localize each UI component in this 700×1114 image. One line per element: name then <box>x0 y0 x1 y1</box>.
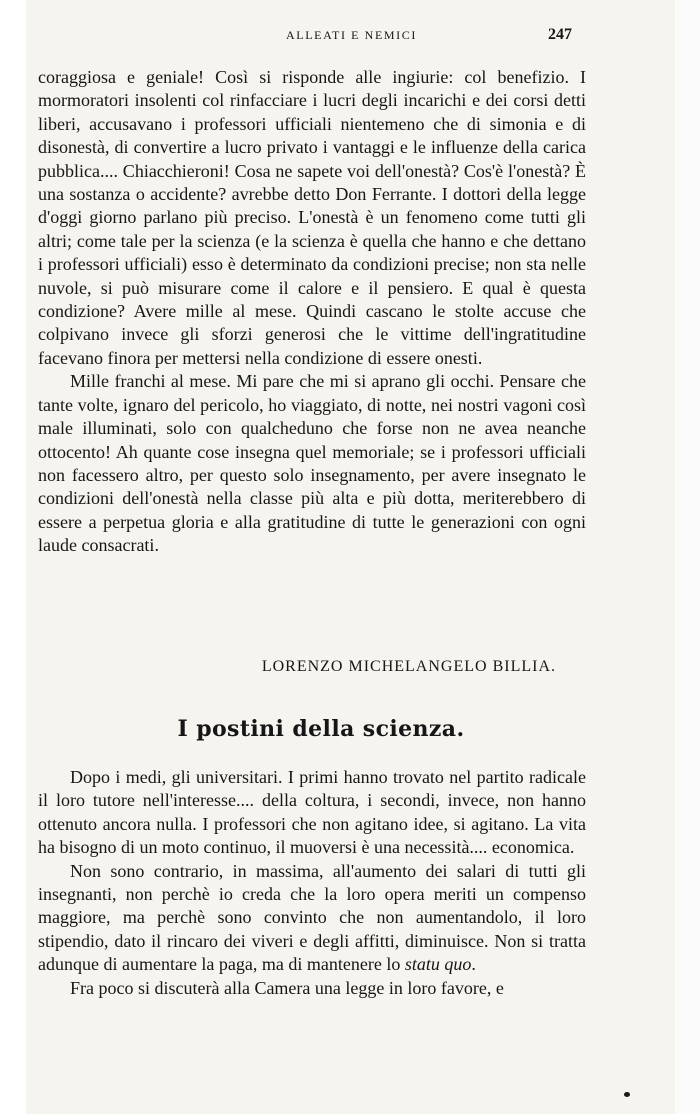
article-text-2 <box>38 766 586 1000</box>
paragraph: Dopo i medi, gli universitari. I primi hanno trovato nel partito radicale il loro tutore nell'interesse.... della coltura, i secondi, invece, non hanno ottenuto ancora nulla. I professori che non agitano idee, si agitano. La vita ha bisogno di un moto continuo, il muoversi è una necessità.... economica. <box>38 767 586 858</box>
section-title: I postini della scienza. <box>177 716 465 742</box>
paragraph: Fra poco si discuterà alla Camera una legge in loro favore, e <box>70 977 504 998</box>
paragraph: Mille franchi al mese. Mi pare che mi si aprano gli occhi. Pensare che tante volte, ignaro del pericolo, ho viaggiato, di notte, nei nostri vagoni così male illuminati, solo con qualcheduno che forse non ne avea neanche ottocento! Ah quante cose insegna quel memoriale; se i professori ufficiali non facessero altro, per questo solo insegnamento, per avere insegnato le condizioni dell'onestà nella classe più alta e più dotta, meriterebbero di essere a perpetua gloria e alla gratitudine di tutte le generazioni con ogni laude consacrati. <box>38 371 586 556</box>
paragraph-text: Non sono contrario, in massima, all'aumento dei salari di tutti gli insegnanti, non perchè io creda che la loro opera meriti un compenso maggiore, ma perchè sono convinto che non aumentandolo, il loro stipendio, dato il rincaro dei viveri e degli affitti, diminuisce. Non si tratta adunque di aumentare la paga, ma di mantenere lo <box>38 860 586 975</box>
paragraph <box>38 860 586 977</box>
paragraph: coraggiosa e geniale! Così si risponde alle ingiurie: col benefizio. I mormoratori insolenti col rinfacciare i lucri degli incarichi e dei corsi detti liberi, accusavano i professori ufficiali nientemeno che di simonia e di disonestà, di convertire a lucro privato i vantaggi e le influenze della carica pubblica.... Chiacchieroni! Cosa ne sapete voi dell'onestà? Cos'è l'onestà? È una sostanza o accidente? avrebbe detto Don Ferrante. I dottori della legge d'oggi giorno parlano più preciso. L'onestà è un fenomeno come tutti gli altri; come tale per la scienza (e la scienza è quella che hanno e che dettano i professori ufficiali) esso è determinato da condizioni precise; non sta nelle nuvole, si può misurare come il calore e il pensiero. E qual è questa condizione? Avere mille al mese. Quindi cascano le stolte accuse che colpivano invece gli sforzi generosi che le vittime dell'ingratitudine facevano finora per mettersi nella condizione di essere onesti. <box>38 67 586 368</box>
ink-mark <box>624 1092 630 1097</box>
italic-phrase: statu quo <box>404 954 472 975</box>
book-page <box>26 0 675 1114</box>
article-text-1 <box>38 66 586 558</box>
page-number: 247 <box>548 26 572 43</box>
running-head: ALLEATI E NEMICI <box>286 28 417 42</box>
scan-margin <box>675 0 700 1114</box>
author-signature: LORENZO MICHELANGELO BILLIA. <box>261 658 556 675</box>
paragraph-end: . <box>471 954 476 975</box>
